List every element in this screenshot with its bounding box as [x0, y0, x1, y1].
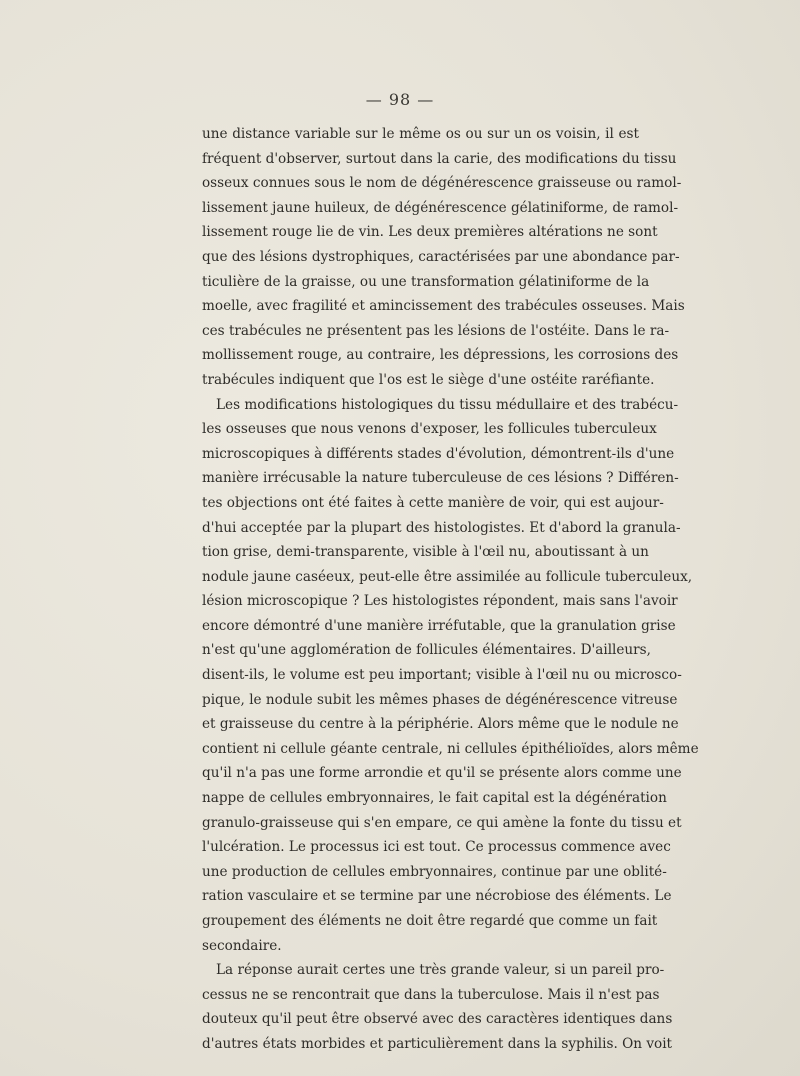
text-line: n'est qu'une agglomération de follicules élémentaires. D'ailleurs,	[202, 642, 651, 659]
text-line: nappe de cellules embryonnaires, le fait capital est la dégénération	[202, 790, 667, 807]
text-line: une distance variable sur le même os ou sur un os voisin, il est	[202, 126, 639, 142]
text-line: disent-ils, le volume est peu important; visible à l'œil nu ou microsco-	[202, 667, 682, 684]
text-line: douteux qu'il peut être observé avec des caractères identiques dans	[202, 1011, 673, 1028]
text-line: lésion microscopique ? Les histologistes répondent, mais sans l'avoir	[202, 593, 678, 610]
text-line: tes objections ont été faites à cette manière de voir, qui est aujour-	[202, 494, 664, 511]
text-line: fréquent d'observer, surtout dans la carie, des modifications du tissu	[202, 150, 677, 167]
text-line: lissement rouge lie de vin. Les deux premières altérations ne sont	[202, 224, 658, 241]
text-line: d'autres états morbides et particulièrement dans la syphilis. On voit	[202, 1035, 673, 1052]
text-line: tion grise, demi-transparente, visible à l'œil nu, aboutissant à un	[202, 544, 649, 561]
text-line: lissement jaune huileux, de dégénérescence gélatiniforme, de ramol-	[202, 199, 679, 216]
text-line: La réponse aurait certes une très grande valeur, si un pareil pro-	[216, 962, 665, 979]
text-line: qu'il n'a pas une forme arrondie et qu'il se présente alors comme une	[202, 765, 682, 782]
text-line: ces trabécules ne présentent pas les lésions de l'ostéite. Dans le ra-	[202, 322, 670, 339]
text-line: moelle, avec fragilité et amincissement des trabécules osseuses. Mais	[202, 298, 685, 315]
text-line: granulo-graisseuse qui s'en empare, ce qui amène la fonte du tissu et	[202, 814, 682, 831]
text-line: trabécules indiquent que l'os est le siège d'une ostéite raréfiante.	[202, 371, 655, 388]
text-line: secondaire.	[202, 937, 282, 954]
text-line: une production de cellules embryonnaires, continue par une oblité-	[202, 863, 667, 880]
text-line: encore démontré d'une manière irréfutable, que la granulation grise	[202, 617, 676, 634]
text-line: ration vasculaire et se termine par une nécrobiose des éléments. Le	[202, 888, 672, 905]
text-line: ticulière de la graisse, ou une transformation gélatiniforme de la	[202, 273, 650, 290]
text-line: Les modifications histologiques du tissu médullaire et des trabécu-	[216, 396, 679, 413]
text-line: nodule jaune caséeux, peut-elle être assimilée au follicule tuberculeux,	[202, 568, 693, 585]
text-line: contient ni cellule géante centrale, ni cellules épithélioïdes, alors même	[202, 740, 699, 757]
text-line: groupement des éléments ne doit être regardé que comme un fait	[202, 913, 658, 929]
text-line: d'hui acceptée par la plupart des histologistes. Et d'abord la granula-	[202, 519, 681, 536]
body-text	[202, 122, 699, 1057]
text-line: que des lésions dystrophiques, caractérisées par une abondance par-	[202, 248, 680, 265]
text-line: manière irrécusable la nature tuberculeuse de ces lésions ? Différen-	[202, 470, 679, 487]
text-line: cessus ne se rencontrait que dans la tuberculose. Mais il n'est pas	[202, 986, 660, 1003]
text-line: l'ulcération. Le processus ici est tout. Ce processus commence avec	[202, 839, 671, 856]
text-line: microscopiques à différents stades d'évolution, démontrent-ils d'une	[202, 445, 675, 462]
text-line: mollissement rouge, au contraire, les dépressions, les corrosions des	[202, 347, 679, 364]
text-line: pique, le nodule subit les mêmes phases de dégénérescence vitreuse	[202, 691, 678, 708]
text-line: osseux connues sous le nom de dégénérescence graisseuse ou ramol-	[202, 175, 682, 192]
page-number: — 98 —	[365, 90, 435, 109]
text-line: les osseuses que nous venons d'exposer, les follicules tuberculeux	[202, 421, 657, 438]
text-line: et graisseuse du centre à la périphérie. Alors même que le nodule ne	[202, 716, 679, 733]
